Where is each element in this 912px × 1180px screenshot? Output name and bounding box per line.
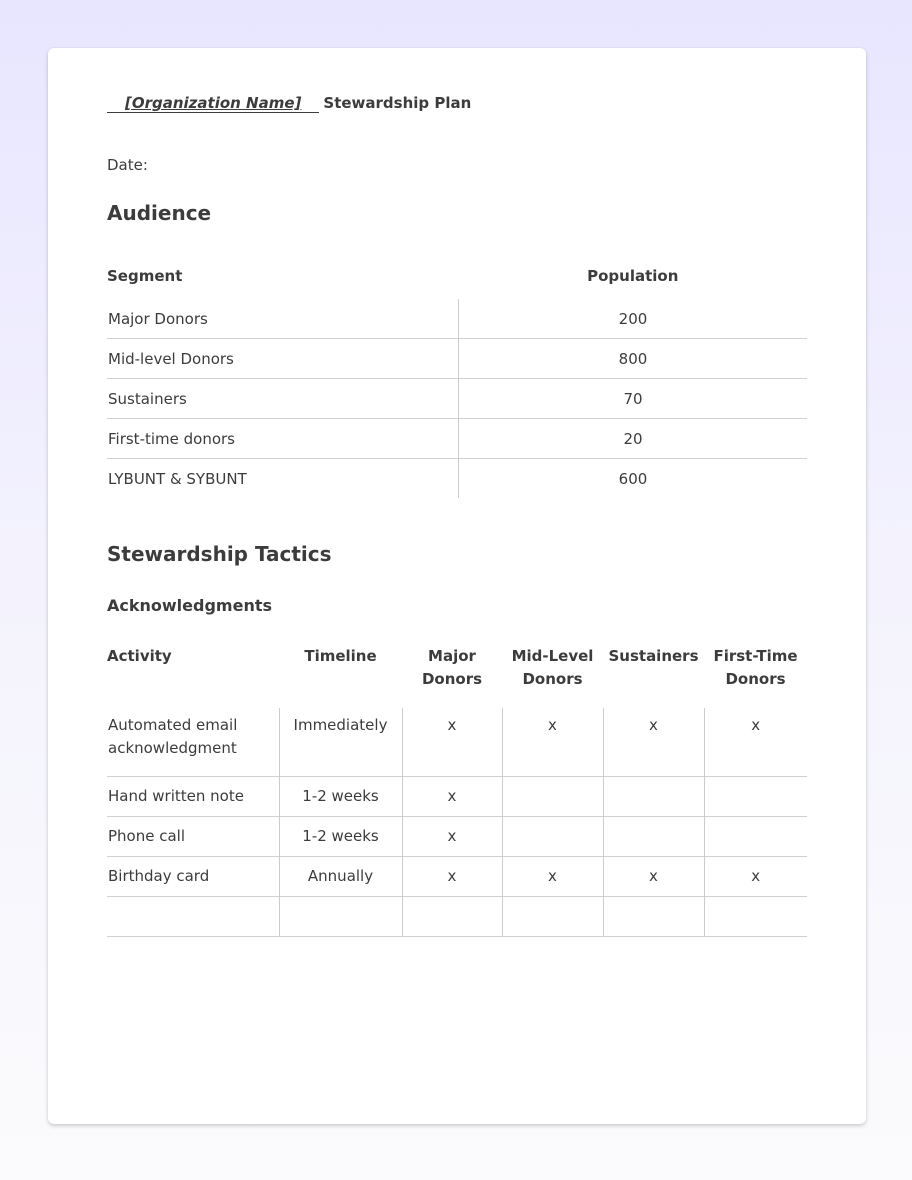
segment-cell: First-time donors: [107, 419, 459, 459]
table-row: [107, 817, 807, 857]
column-header-segment: Segment: [107, 267, 183, 285]
segment-cell: Sustainers: [107, 379, 459, 419]
first-time-donors-cell: [704, 777, 807, 817]
population-cell: 600: [459, 459, 808, 499]
table-row: [107, 379, 807, 419]
major-donors-cell: x: [402, 817, 502, 857]
mid-level-donors-cell: x: [502, 857, 603, 897]
column-header-major-donors: Major Donors: [421, 647, 483, 688]
audience-table: [107, 263, 807, 498]
mid-level-donors-cell: x: [502, 708, 603, 777]
sustainers-cell: x: [603, 857, 704, 897]
major-donors-cell: x: [402, 708, 502, 777]
table-row: [107, 777, 807, 817]
population-cell: 800: [459, 339, 808, 379]
mid-level-donors-cell: [502, 897, 603, 937]
sustainers-cell: [603, 777, 704, 817]
timeline-cell: Immediately: [279, 708, 402, 777]
mid-level-donors-cell: [502, 777, 603, 817]
segment-cell: LYBUNT & SYBUNT: [107, 459, 459, 499]
acknowledgments-header-row: [107, 641, 807, 708]
table-row: [107, 897, 807, 937]
date-label: Date:: [107, 156, 148, 174]
sustainers-cell: x: [603, 708, 704, 777]
activity-cell: Automated email acknowledgment: [108, 716, 238, 757]
column-header-population: Population: [587, 267, 679, 285]
activity-cell: [107, 897, 279, 937]
audience-heading: Audience: [107, 201, 212, 225]
acknowledgments-heading: Acknowledgments: [107, 596, 272, 615]
population-cell: 20: [459, 419, 808, 459]
segment-cell: Major Donors: [107, 299, 459, 339]
first-time-donors-cell: x: [704, 708, 807, 777]
table-row: [107, 299, 807, 339]
major-donors-cell: [402, 897, 502, 937]
column-header-mid-level-donors: Mid-Level Donors: [511, 647, 594, 688]
column-header-timeline: Timeline: [304, 647, 377, 665]
sustainers-cell: [603, 897, 704, 937]
first-time-donors-cell: x: [704, 857, 807, 897]
table-row: [107, 459, 807, 499]
major-donors-cell: x: [402, 857, 502, 897]
first-time-donors-cell: [704, 897, 807, 937]
acknowledgments-table: [107, 641, 807, 937]
population-cell: 200: [618, 309, 648, 328]
activity-cell: Hand written note: [107, 777, 279, 817]
document-page: [48, 48, 866, 1124]
table-row: [107, 708, 807, 777]
major-donors-cell: x: [402, 777, 502, 817]
segment-cell: Mid-level Donors: [107, 339, 459, 379]
timeline-cell: 1-2 weeks: [279, 817, 402, 857]
column-header-first-time-donors: First-Time Donors: [713, 647, 798, 688]
timeline-cell: [279, 897, 402, 937]
organization-name-placeholder: [Organization Name]: [107, 94, 319, 113]
column-header-activity: Activity: [107, 647, 172, 665]
activity-cell: Birthday card: [107, 857, 279, 897]
stewardship-tactics-heading: Stewardship Tactics: [107, 542, 332, 566]
table-row: [107, 419, 807, 459]
plan-label: Stewardship Plan: [323, 94, 472, 112]
column-header-sustainers: Sustainers: [608, 647, 699, 665]
audience-header-row: [107, 263, 807, 299]
activity-cell: Phone call: [107, 817, 279, 857]
first-time-donors-cell: [704, 817, 807, 857]
mid-level-donors-cell: [502, 817, 603, 857]
timeline-cell: 1-2 weeks: [279, 777, 402, 817]
table-row: [107, 857, 807, 897]
population-cell: 70: [459, 379, 808, 419]
plan-title: [107, 94, 471, 113]
sustainers-cell: [603, 817, 704, 857]
timeline-cell: Annually: [279, 857, 402, 897]
table-row: [107, 339, 807, 379]
